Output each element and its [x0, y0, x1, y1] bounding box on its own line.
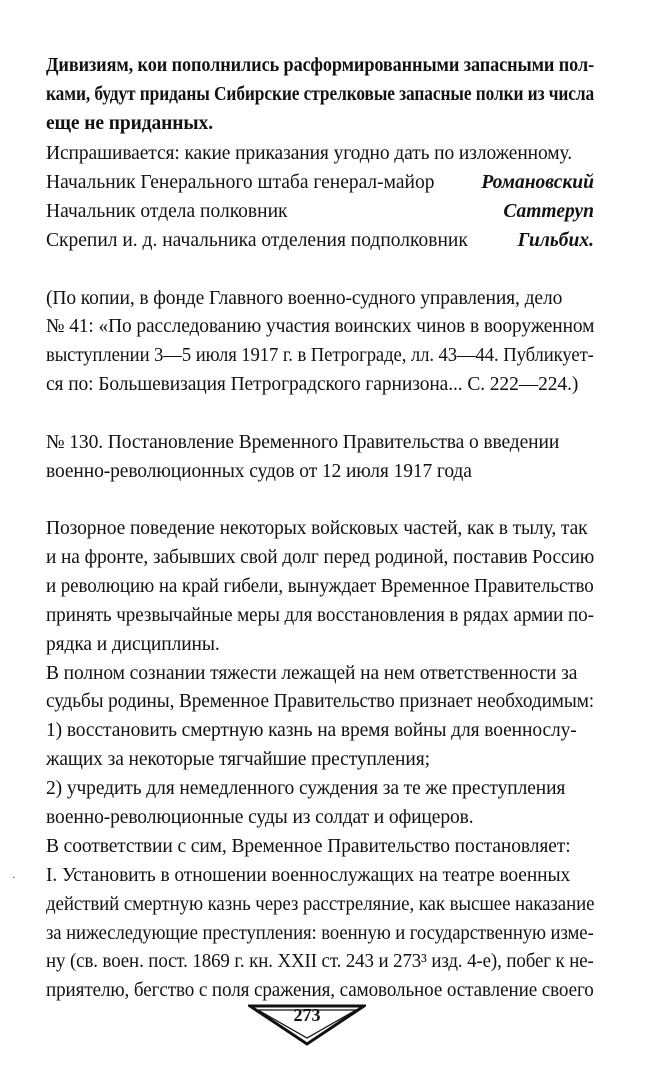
document-heading-line-2: военно-революционных судов от 12 июля 1917 года: [46, 461, 472, 482]
source-note-line-4: ся по: Большевизация Петроградского гарнизона... С. 222—224.): [46, 374, 579, 395]
signature-name: Саттеруп: [503, 201, 594, 222]
signature-title: Скрепил и. д. начальника отделения подполковник: [46, 230, 468, 251]
body-line: за нижеследующие преступления: военную и государственную изме-: [46, 923, 594, 944]
body-line: принять чрезвычайные меры для восстановления в рядах армии по-: [46, 605, 594, 626]
document-heading-line-1: № 130. Постановление Временного Правительства о введении: [46, 432, 560, 453]
signature-name: Романовский: [481, 172, 594, 193]
body-line: судьбы родины, Временное Правительство признает необходимым:: [46, 691, 595, 712]
body-line: 2) учредить для немедленного суждения за те же преступления: [46, 778, 566, 799]
top-paragraph-line-2: ками, будут приданы Сибирские стрелковые запасные полки из числа: [46, 84, 595, 105]
margin-dot: ·: [12, 873, 16, 884]
signature-row: [46, 171, 594, 195]
signature-row: [46, 200, 594, 224]
source-note-line-2: № 41: «По расследованию участия воинских чинов в вооруженном: [46, 316, 595, 337]
body-line: В полном сознании тяжести лежащей на нем ответственности за: [46, 663, 578, 684]
question-line: Испрашивается: какие приказания угодно дать по изложенному.: [46, 143, 572, 164]
body-line: приятелю, бегство с поля сражения, самовольное оставление своего: [46, 980, 594, 1001]
page-number: 273: [293, 1005, 321, 1025]
body-line: жащих за некоторые тягчайшие преступления;: [46, 749, 430, 770]
body-line: В соответствии с сим, Временное Правительство постановляет:: [46, 836, 571, 857]
page-number-marker: [248, 1004, 366, 1046]
top-paragraph-line-3: еще не приданных.: [46, 113, 213, 134]
body-line: и революцию на край гибели, вынуждает Временное Правительство: [46, 576, 594, 597]
top-paragraph-line-1: Дивизиям, кои пополнились расформированными запасными пол-: [46, 55, 595, 76]
source-note-line-1: (По копии, в фонде Главного военно-судного управления, дело: [46, 288, 563, 309]
body-line: ну (св. воен. пост. 1869 г. кн. XXII ст. 243 и 273³ изд. 4-е), побег к не-: [46, 951, 594, 972]
signature-row: [46, 229, 594, 253]
body-line: рядка и дисциплины.: [46, 634, 220, 655]
body-line: и на фронте, забывших свой долг перед родиной, поставив Россию: [46, 547, 595, 568]
body-line: I. Установить в отношении военнослужащих на театре военных: [46, 865, 571, 886]
body-line: действий смертную казнь через расстреляние, как высшее наказание: [46, 894, 595, 915]
body-line: военно-революционные суды из солдат и офицеров.: [46, 807, 474, 828]
signature-name: Гильбих.: [517, 230, 594, 251]
body-line: 1) восстановить смертную казнь на время войны для военнослу-: [46, 720, 577, 741]
source-note-line-3: выступлении 3—5 июля 1917 г. в Петрограде, лл. 43—44. Публикует-: [46, 345, 594, 366]
body-line: Позорное поведение некоторых войсковых частей, как в тылу, так: [46, 518, 588, 539]
signature-title: Начальник Генерального штаба генерал-майор: [46, 172, 435, 193]
signature-title: Начальник отдела полковник: [46, 201, 288, 222]
